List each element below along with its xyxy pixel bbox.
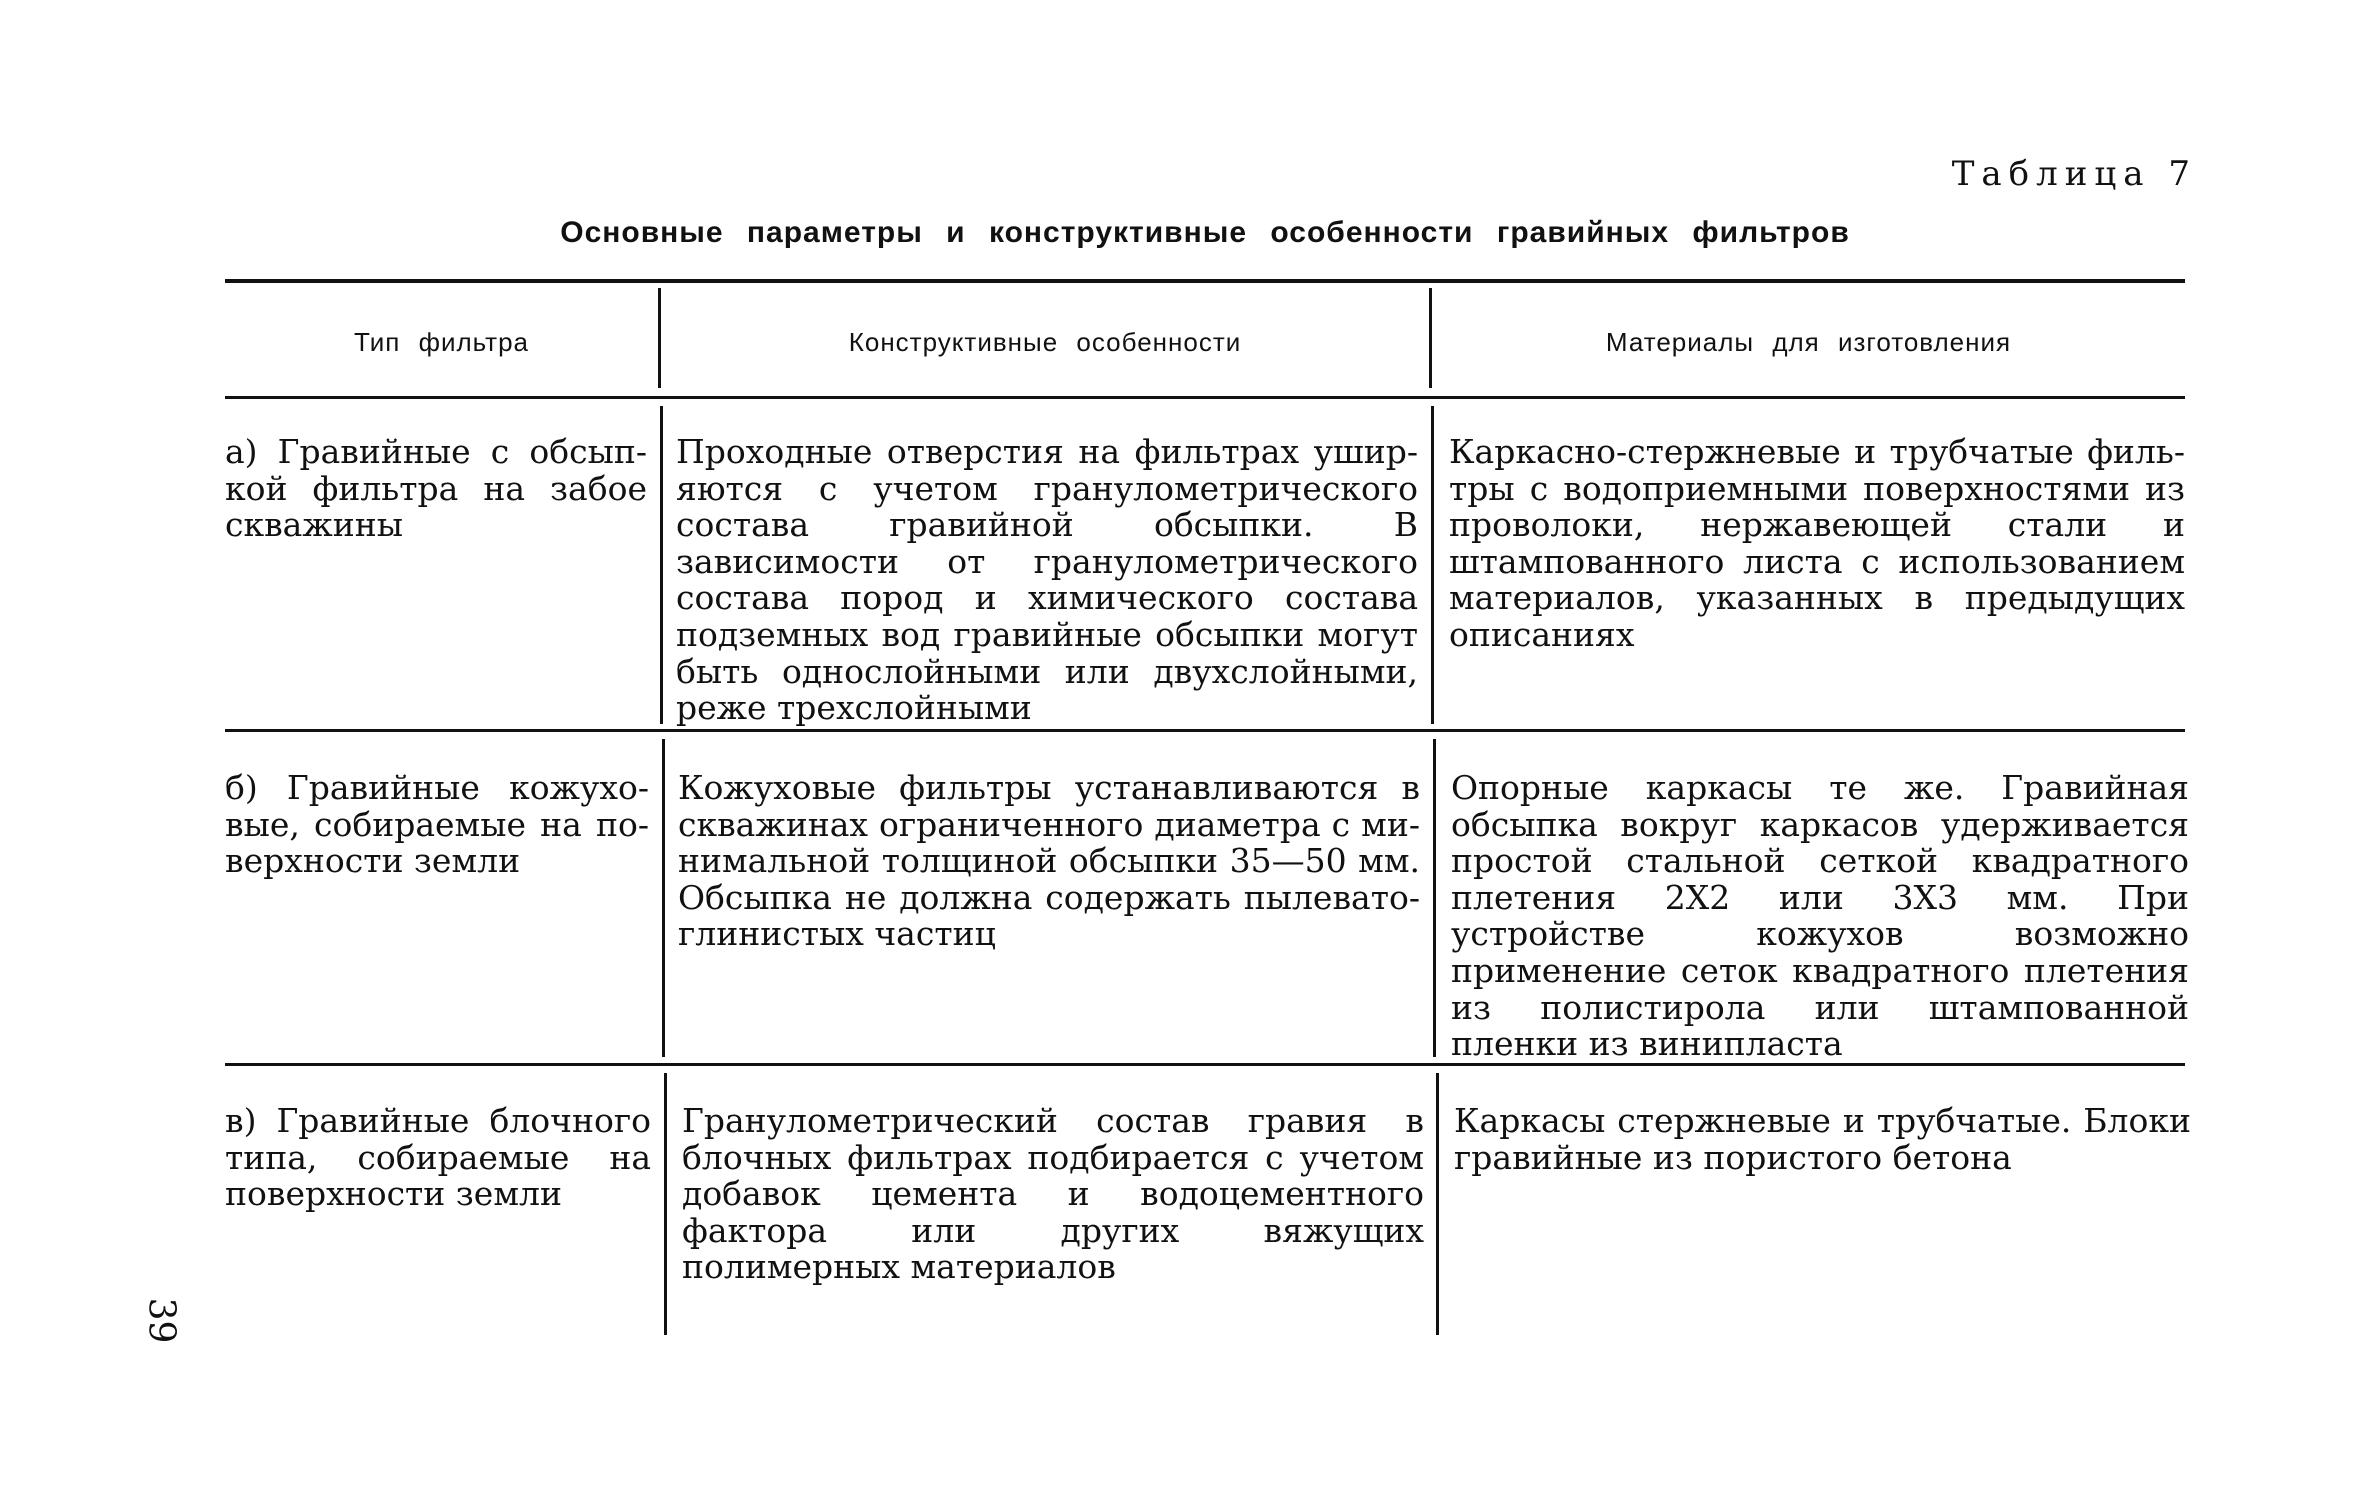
table-top-rule [225,279,2185,283]
row-divider-2 [225,1063,2185,1066]
row1-filter-type: а) Гравийные с обсыпкой фильтра на забое скважины [225,432,647,545]
row3-filter-type: в) Гравийные блочного типа, собираемые на поверхности земли [225,1101,651,1214]
row1-col-divider-1 [660,406,663,724]
row1-col-divider-2 [1431,406,1434,724]
row3-col-divider-1 [664,1073,667,1335]
header-filter-type: Тип фильтра [354,326,529,357]
row2-col-divider-2 [1433,739,1436,1057]
row2-materials: Опорные каркасы те же. Гравийная обсыпка вокруг каркасов удерживается простой стальной сеткой квадратного плетения 2Х2 или 3Х3 мм. При устройстве кожухов возможно применение сеток квадратного плетения из полистирола или штампованной пленки из винипласта [1451,768,2189,1064]
header-materials: Материалы для изготовления [1605,326,2012,357]
row-divider-1 [225,729,2185,732]
row1-design-features: Проходные отверстия на фильтрах уширяются с учетом гранулометрического состава гравийной обсыпки. В зависимости от гранулометрического состава пород и химического состава подземных вод гравийные обсыпки могут быть однослойными или двухслойными, реже трехслойными [676,432,1418,728]
table-title: Основные параметры и конструктивные особенности гравийных фильтров [560,216,1850,249]
row2-col-divider-1 [662,739,665,1057]
row1-materials: Каркасно-стержневые и трубчатые фильтры с водоприемными поверхностями из проволоки, нержавеющей стали и штампованного листа с использованием материалов, указанных в предыдущих описаниях [1449,432,2185,654]
row3-col-divider-2 [1436,1073,1439,1335]
table-label: Таблица 7 [1951,154,2197,194]
header-design-features: Конструктивные особенности [848,326,1242,357]
row3-design-features: Гранулометрический состав гравия в блочных фильтрах подбирается с учетом добавок цемента и водоцементного фактора или других вяжущих полимерных материалов [682,1101,1424,1287]
page-number: 39 [140,1297,182,1344]
row3-materials: Каркасы стержневые и трубчатые. Блоки гравийные из пористого бетона [1454,1101,2191,1177]
row2-design-features: Кожуховые фильтры устанавливаются в скважинах ограниченного диаметра с минимальной толщиной обсыпки 35—50 мм. Обсыпка не должна содержать пылеватоглинистых частиц [678,768,1420,954]
header-bottom-rule [225,396,2185,399]
row2-filter-type: б) Гравийные кожуховые, собираемые на поверхности земли [225,768,649,881]
